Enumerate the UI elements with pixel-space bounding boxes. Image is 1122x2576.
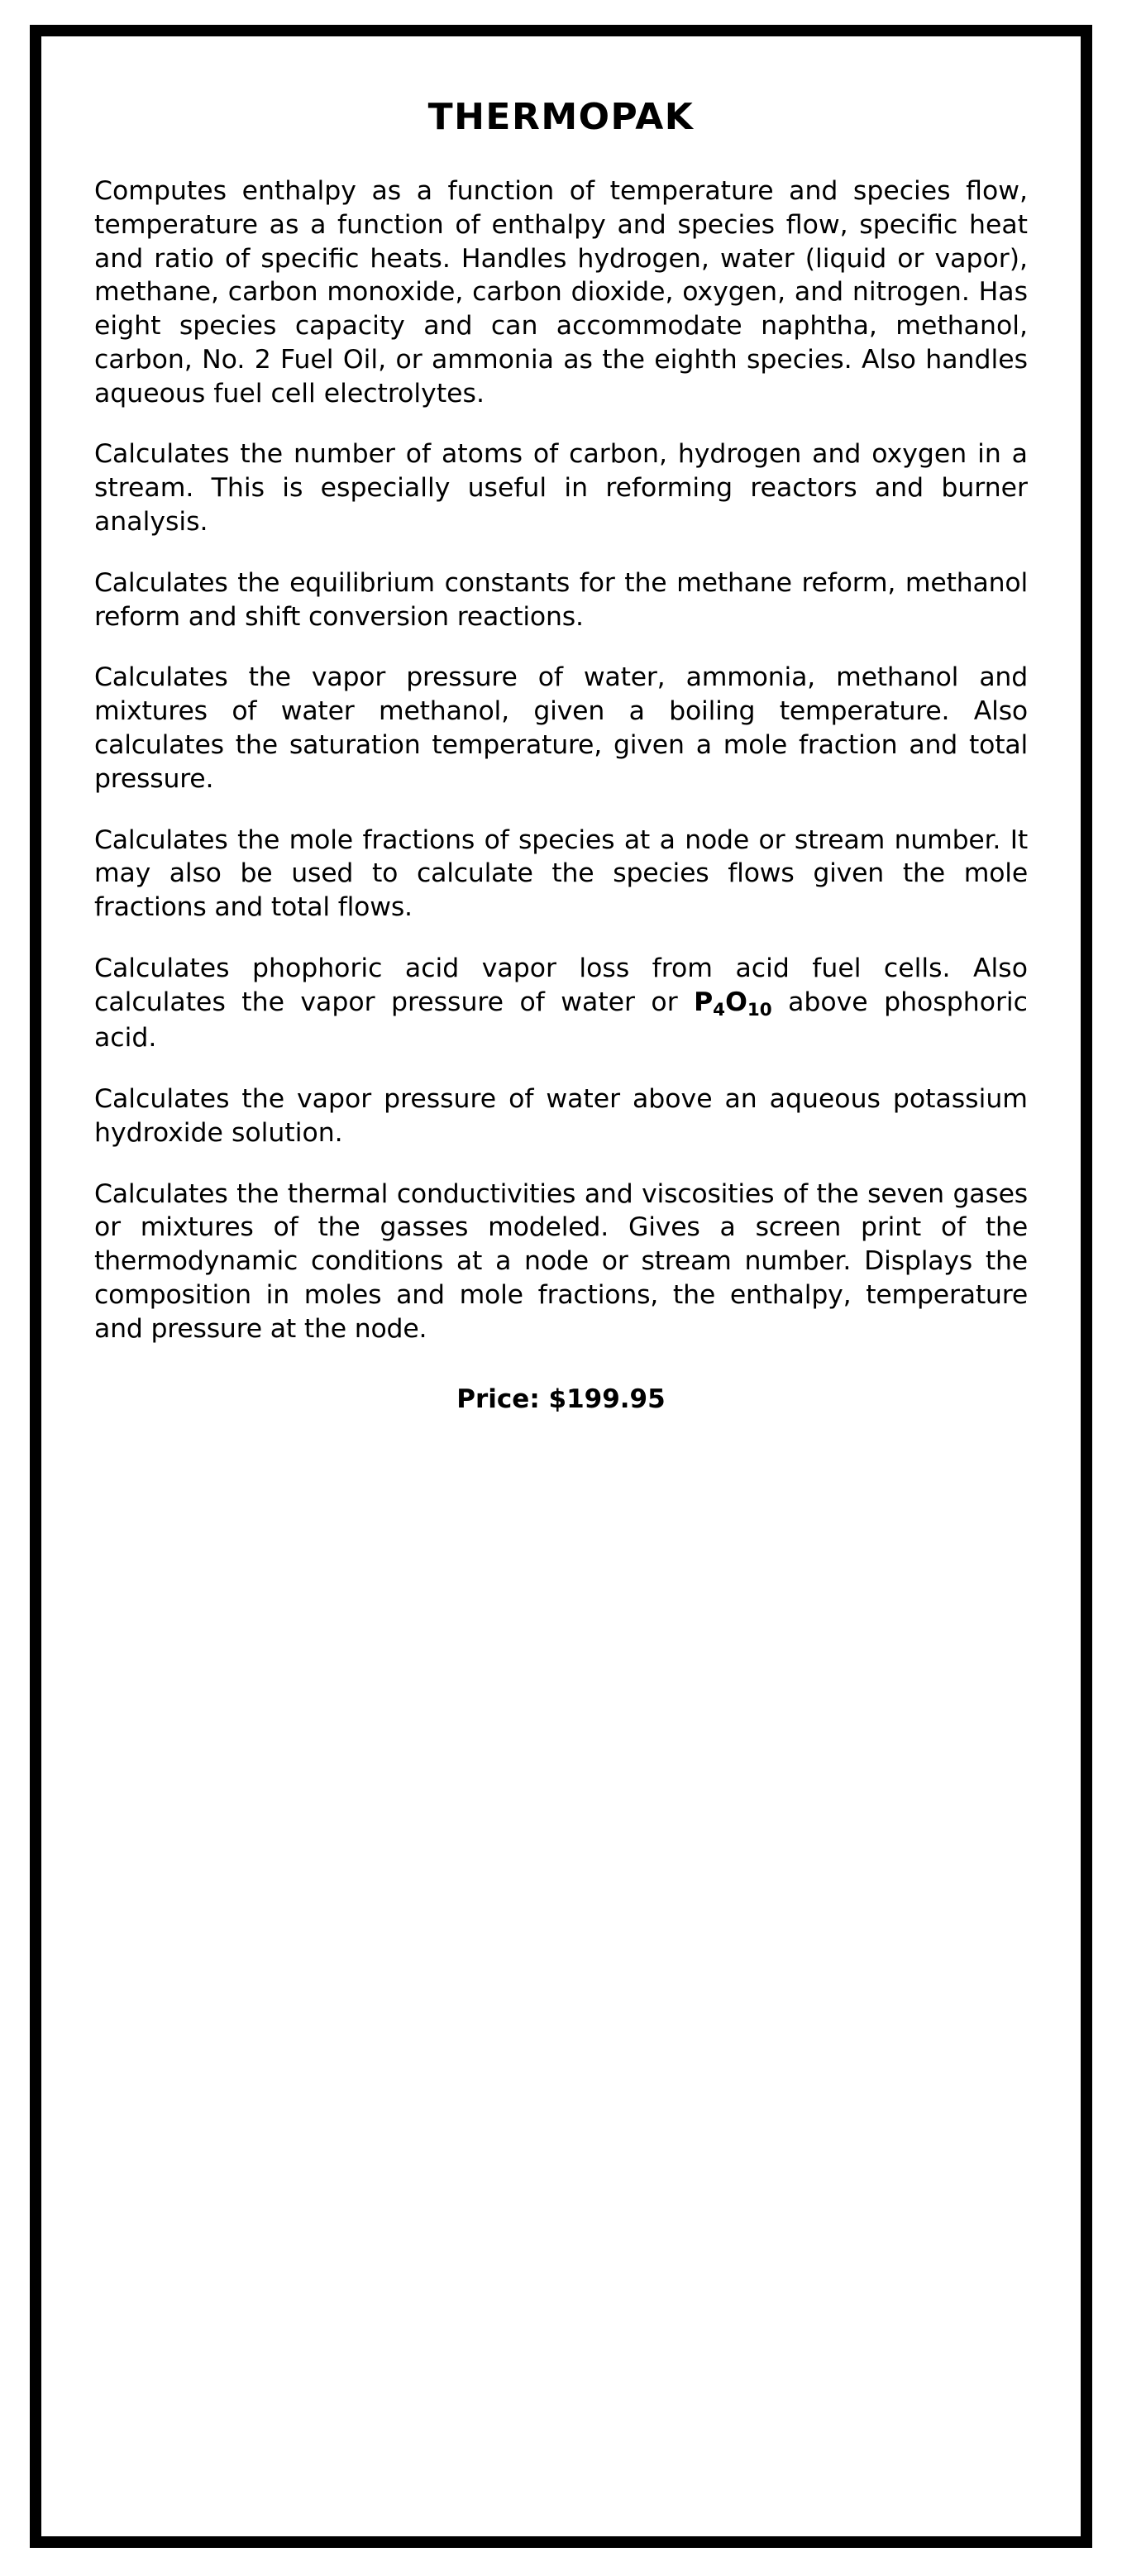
formula-element-o: O xyxy=(725,987,747,1017)
page-title: THERMOPAK xyxy=(427,96,695,138)
paragraph-vapor-pressure: Calculates the vapor pressure of water, ammonia, methanol and mixtures of water methanol, given a boiling temperature. Also calculates the saturation temperature, given a mole fraction and total pressure. xyxy=(94,662,1028,794)
phosphoric-lead-text: Calculates phophoric acid vapor loss from acid fuel cells. Also calculates the vapor pressure of water or xyxy=(94,953,1028,1017)
paragraph-equilibrium-constants: Calculates the equilibrium constants for the methane reform, methanol reform and shift conversion reactions. xyxy=(94,567,1028,632)
formula-element-p: P xyxy=(694,987,714,1017)
phosphoric-tail-text: above phosphoric acid. xyxy=(94,987,1028,1054)
paragraph-atom-count: Calculates the number of atoms of carbon, hydrogen and oxygen in a stream. This is especially useful in reforming reactors and burner analysis. xyxy=(94,439,1028,538)
ad-inner-border xyxy=(39,34,1083,2539)
paragraph-overview: Computes enthalpy as a function of temperature and species flow, temperature as a function of enthalpy and species flow, specific heat and ratio of specific heats. Handles hydrogen, water (liquid or vapor), methane, carbon monoxide, carbon dioxide, oxygen, and nitrogen. Has eight species capacity and can accommodate naphtha, methanol, carbon, No. 2 Fuel Oil, or ammonia as the eighth species. Also handles aqueous fuel cell electrolytes. xyxy=(94,176,1028,409)
paragraph-potassium-hydroxide: Calculates the vapor pressure of water above an aqueous potassium hydroxide solution. xyxy=(94,1084,1028,1148)
paragraph-mole-fractions: Calculates the mole fractions of species at a node or stream number. It may also be used to calculate the species flows given the mole fractions and total flows. xyxy=(94,824,1028,923)
ad-outer-border xyxy=(30,25,1092,2548)
formula-subscript-10: 10 xyxy=(747,999,772,1020)
formula-subscript-4: 4 xyxy=(713,999,726,1020)
paragraph-phosphoric-acid xyxy=(94,952,1028,1055)
paragraph-thermal-conductivities: Calculates the thermal conductivities and viscosities of the seven gases or mixtures of the gasses modeled. Gives a screen print of the thermodynamic conditions at a node or stream number. Displays the composition in moles and mole fractions, the enthalpy, temperature and pressure at the node. xyxy=(94,1178,1028,1344)
price-text: Price: $199.95 xyxy=(456,1384,666,1414)
chemical-formula-p4o10 xyxy=(694,987,772,1020)
